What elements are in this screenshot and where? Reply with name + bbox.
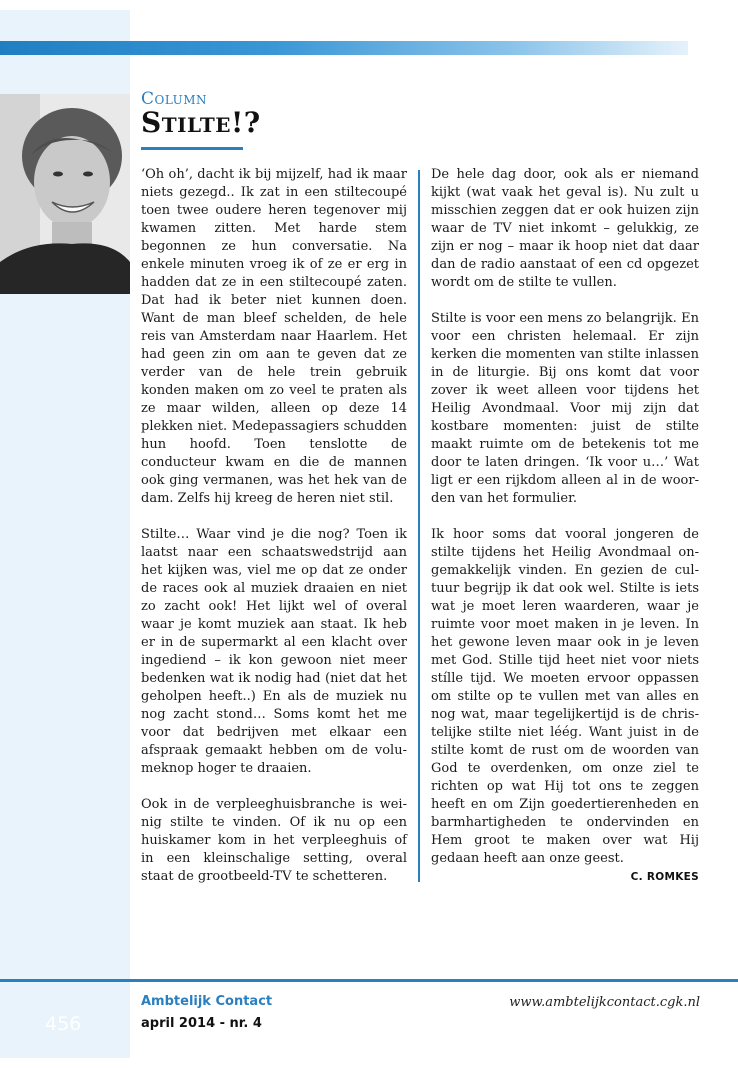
article-column-right [431,166,699,886]
website-link[interactable]: www.ambtelijkcontact.cgk.nl [509,995,700,1010]
paragraph: Stilte is voor een mens zo belangrijk. En voor een christen helemaal. Er zijn kerken die momenten van stilte inlassen in de liturgie. Bij ons komt dat voor zover ik weet alleen voor tijdens het Heilig Avondmaal. Voor mij zijn dat kostbare momenten: juist de stilte maakt ruimte om de betekenis tot me door te laten dringen. ‘Ik voor u…’ Wat ligt er een rijkdom alleen al in de woorden van het formulier. [431,311,699,506]
author-portrait-icon [0,94,130,294]
section-label: Column [141,89,208,109]
title-underline [141,147,243,150]
publication-name: Ambtelijk Contact [141,994,273,1009]
author-name: C. ROMKES [630,871,699,883]
page-number: 456 [45,1013,82,1035]
paragraph: De hele dag door, ook als er niemand kijkt (wat vaak het geval is). Nu zult u misschien zeggen dat er ook huizen zijn waar de TV niet inkomt – gelukkig, ze zijn er nog – maar ik hoop niet dat daar dan de radio aanstaat of een cd opgezet wordt om de stilte te vullen. [431,167,699,290]
column-divider [418,170,420,882]
paragraph: ‘Oh oh’, dacht ik bij mijzelf, had ik maar niets gezegd.. Ik zat in een stiltecoupé toen twee oudere heren tegenover mij kwamen zitten. Met harde stem begonnen ze hun conversatie. Na enkele minuten vroeg ik of ze er erg in hadden dat ze in een stiltecoupé zaten. Dat had ik beter niet kunnen doen. Want de man bleef schelden, de hele reis van Amsterdam naar Haarlem. Het had geen zin om aan te geven dat ze verder van de hele trein gebruik konden maken om zo veel te praten als ze maar wilden, alleen op deze 14 plekken niet. Medepassagiers schudden hun hoofd. Toen tenslotte de conducteur kwam en die de mannen ook ging vermanen, was het hek van de dam. Zelfs hij kreeg de heren niet stil. [141,167,407,506]
issue-date: april 2014 - nr. 4 [141,1016,262,1031]
article-title: Stilte!? [141,106,261,139]
paragraph: Ik hoor soms dat vooral jongeren de stilte tijdens het Heilig Avondmaal ongemakkelijk vinden. En gezien de cultuur begrijp ik dat ook wel. Stilte is iets wat je moet leren waarderen, waar je ruimte voor moet maken in je leven. In het gewone leven maar ook in je leven met God. Stille tijd heet niet voor niets stílle tijd. We moeten ervoor oppassen om stilte op te vullen met van alles en nog wat, maar tegelijkertijd is de christelijke stilte niet léég. Want juist in de stilte komt de rust om de woorden van God te overdenken, om onze ziel te richten op wat Hij tot ons te zeggen heeft en om Zijn goedertierenheden en barmhartigheden te ondervinden en Hem groot te maken over wat Hij gedaan heeft aan onze geest. [431,527,699,866]
article-column-left [141,166,407,904]
footer-rule [0,979,738,982]
paragraph: Stilte… Waar vind je die nog? Toen ik laatst naar een schaatswedstrijd aan het kijken was, viel me op dat ze onder de races ook al muziek draaien en niet zo zacht ook! Het lijkt wel of overal waar je komt muziek aan staat. Ik heb er in de supermarkt al een klacht over ingediend – ik kon gewoon niet meer bedenken wat ik nodig had (niet dat het geholpen heeft..) En als de muziek nu nog zacht stond… Soms komt het me voor dat bedrijven met elkaar een afspraak gemaakt hebben om de volumeknop hoger te draaien. [141,527,407,776]
paragraph: Ook in de verpleeghuisbranche is weinig stilte te vinden. Of ik nu op een huiskamer kom in het verpleeghuis of in een kleinschalige setting, overal staat de grootbeeld-TV te schetteren. [141,797,407,884]
header-gradient-bar [0,41,688,55]
